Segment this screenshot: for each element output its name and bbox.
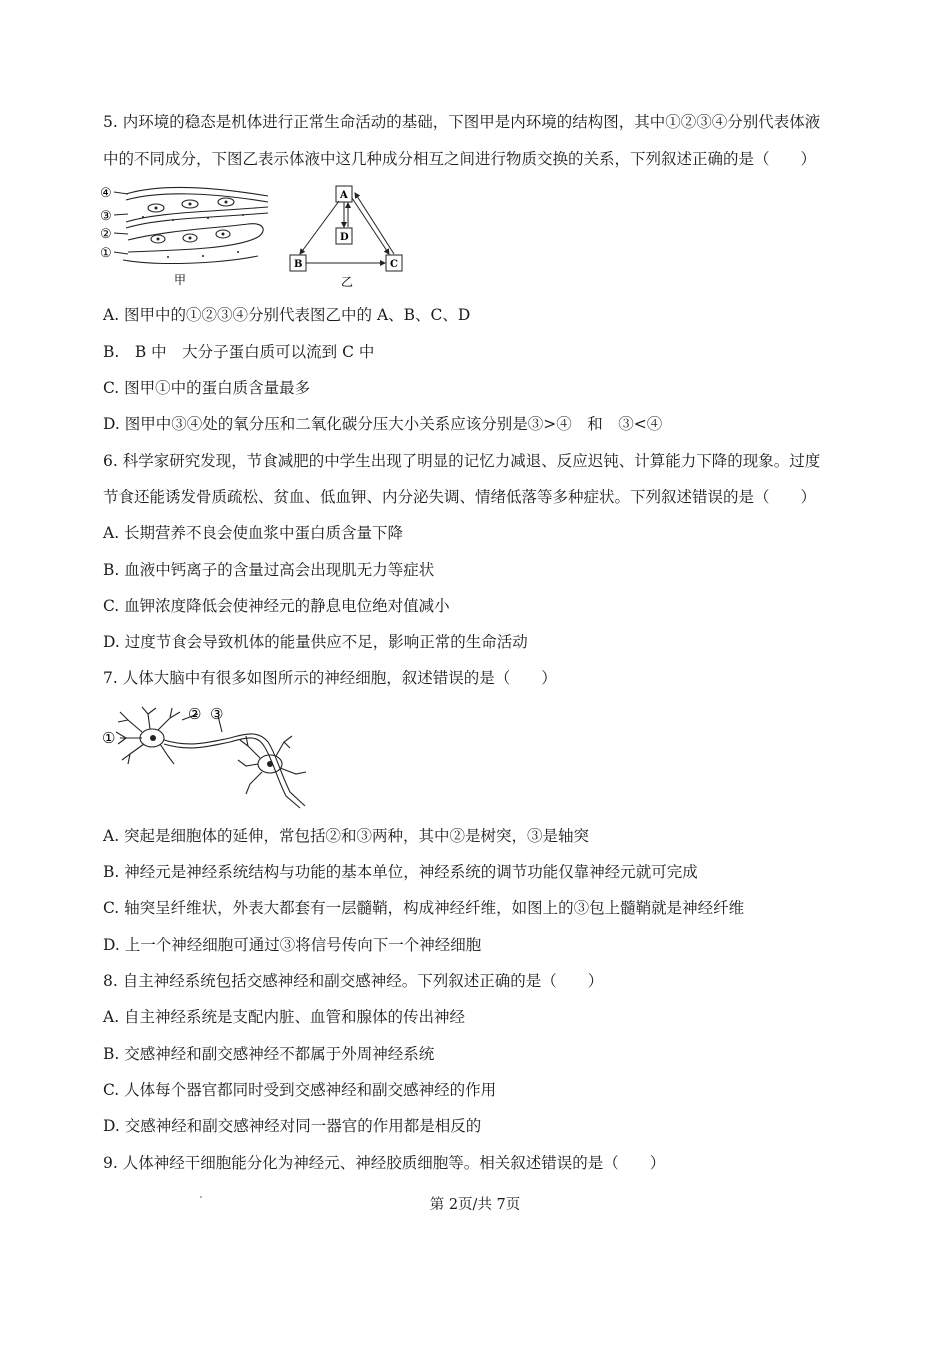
q6-option-d: D. 过度节食会导致机体的能量供应不足，影响正常的生命活动 [103, 633, 528, 651]
q8-option-c: C. 人体每个器官都同时受到交感神经和副交感神经的作用 [103, 1081, 497, 1099]
q5-figure-jia [98, 182, 278, 290]
yi-node-d: D [340, 232, 349, 243]
q7-option-b: B. 神经元是神经系统结构与功能的基本单位，神经系统的调节功能仅靠神经元就可完成 [103, 863, 698, 881]
q5-option-c: C. 图甲①中的蛋白质含量最多 [103, 379, 311, 397]
jia-label-1: ① [100, 246, 112, 261]
q7-stem: 7. 人体大脑中有很多如图所示的神经细胞，叙述错误的是（ ） [103, 669, 557, 687]
jia-caption: 甲 [174, 273, 187, 287]
q7-option-d: D. 上一个神经细胞可通过③将信号传向下一个神经细胞 [103, 936, 482, 954]
q8-stem: 8. 自主神经系统包括交感神经和副交感神经。下列叙述正确的是（ ） [103, 972, 604, 990]
q5-option-b: B. B 中 大分子蛋白质可以流到 C 中 [103, 343, 375, 361]
yi-caption: 乙 [341, 275, 354, 289]
yi-node-a: A [340, 190, 348, 201]
q5-stem-line-2: 中的不同成分，下图乙表示体液中这几种成分相互之间进行物质交换的关系，下列叙述正确的是（ ） [103, 150, 817, 168]
q5-option-d: D. 图甲中③④处的氧分压和二氧化碳分压大小关系应该分别是③>④ 和 ③<④ [103, 415, 663, 433]
q5-figure-yi [286, 182, 410, 290]
q6-option-b: B. 血液中钙离子的含量过高会出现肌无力等症状 [103, 561, 435, 579]
q9-stem: 9. 人体神经干细胞能分化为神经元、神经胶质细胞等。相关叙述错误的是（ ） [103, 1154, 666, 1172]
jia-label-4: ④ [100, 186, 112, 201]
q6-option-c: C. 血钾浓度降低会使神经元的静息电位绝对值减小 [103, 597, 450, 615]
jia-label-3: ③ [100, 209, 112, 224]
q7-neuron-figure [100, 702, 315, 812]
q8-option-b: B. 交感神经和副交感神经不都属于外周神经系统 [103, 1045, 435, 1063]
jia-label-2: ② [100, 227, 112, 242]
q7-option-a: A. 突起是细胞体的延伸，常包括②和③两种，其中②是树突，③是轴突 [103, 827, 590, 845]
q8-option-d: D. 交感神经和副交感神经对同一器官的作用都是相反的 [103, 1117, 482, 1135]
q8-option-a: A. 自主神经系统是支配内脏、血管和腺体的传出神经 [103, 1008, 466, 1026]
q6-stem-line-1: 6. 科学家研究发现，节食减肥的中学生出现了明显的记忆力减退、反应迟钝、计算能力下降的现象。过度 [103, 452, 821, 470]
page-footer: 第 2页/共 7页 [429, 1197, 521, 1213]
yi-node-b: B [294, 259, 303, 270]
q6-option-a: A. 长期营养不良会使血浆中蛋白质含量下降 [103, 524, 404, 542]
neuron-label-1: ① [102, 729, 116, 747]
yi-node-c: C [390, 259, 398, 270]
q5-option-a: A. 图甲中的①②③④分别代表图乙中的 A、B、C、D [103, 306, 471, 324]
neuron-label-2: ② [188, 705, 202, 723]
neuron-label-3: ③ [210, 705, 224, 723]
q5-stem-line-1: 5. 内环境的稳态是机体进行正常生命活动的基础，下图甲是内环境的结构图，其中①②③④分别代表体液 [103, 113, 821, 131]
q7-option-c: C. 轴突呈纤维状，外表大都套有一层髓鞘，构成神经纤维，如图上的③包上髓鞘就是神经纤维 [103, 899, 745, 917]
q6-stem-line-2: 节食还能诱发骨质疏松、贫血、低血钾、内分泌失调、情绪低落等多种症状。下列叙述错误的是（ ） [103, 488, 817, 506]
